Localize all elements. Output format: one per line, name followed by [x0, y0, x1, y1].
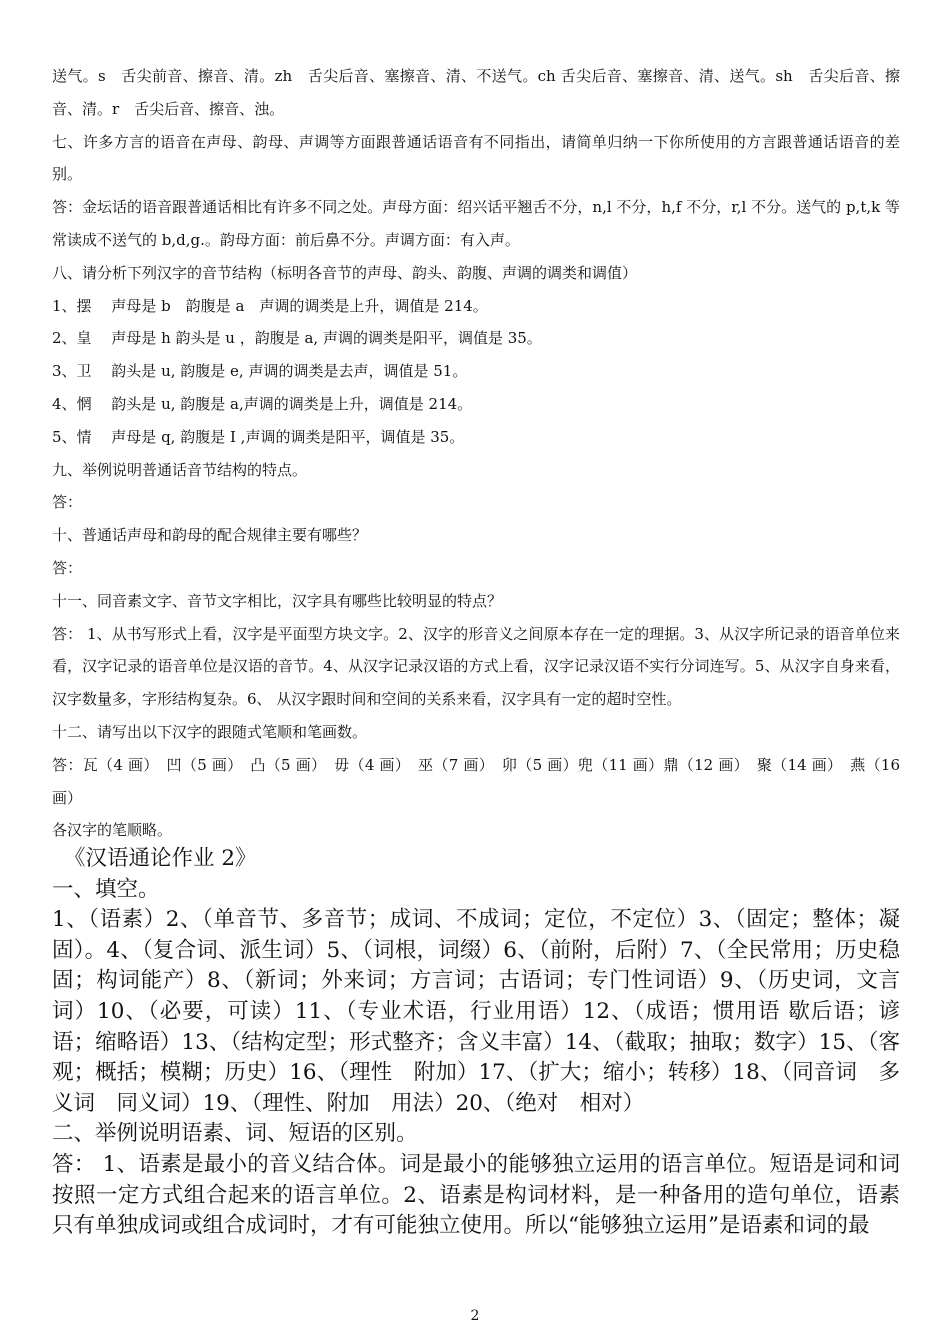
- answer-12: 答：瓦（4 画） 凹（5 画） 凸（5 画） 毋（4 画） 巫（7 画） 卯（5 画）兜（11 画）鼎（12 画） 聚（14 画） 燕（16 画）: [52, 755, 900, 807]
- answer-8-item-3: 3、卫 韵头是 u, 韵腹是 e, 声调的调类是去声，调值是 51。: [52, 362, 468, 381]
- answer-9: 答：: [52, 493, 83, 512]
- answer-consonants-continued: 送气。s 舌尖前音、擦音、清。zh 舌尖后音、塞擦音、清、不送气。ch 舌尖后音、塞擦音、清、送气。sh 舌尖后音、擦音、清。r 舌尖后音、擦音、浊。: [52, 67, 900, 118]
- assignment-title: 《汉语通论作业 2》: [64, 846, 257, 871]
- answer-question-2: 答： 1、语素是最小的音义结合体。词是最小的能够独立运用的语言单位。短语是词和词按照一定方式组合起来的语言单位。2、语素是构词材料，是一种备用的造句单位，语素只有单独成词或组合成词时，才有可能独立使用。所以“能够独立运用”是语素和词的最: [52, 1151, 900, 1239]
- answer-10: 答：: [52, 558, 83, 577]
- page-number: 2: [470, 1308, 480, 1324]
- question-8: 八、请分析下列汉字的音节结构（标明各音节的声母、韵头、韵腹、声调的调类和调值）: [52, 263, 638, 282]
- question-12: 十二、请写出以下汉字的跟随式笔顺和笔画数。: [52, 722, 368, 741]
- answer-8-item-2: 2、皇 声母是 h 韵头是 u ，韵腹是 a, 声调的调类是阳平，调值是 35。: [52, 329, 542, 348]
- homework-section-1: [52, 60, 900, 847]
- question-9: 九、举例说明普通话音节结构的特点。: [52, 460, 308, 479]
- section-heading-fill-in: 一、填空。: [52, 876, 160, 902]
- answer-11: 答： 1、从书写形式上看，汉字是平面型方块文字。2、汉字的形音义之间原本存在一定的理据。3、从汉字所记录的语音单位来看，汉字记录的语音单位是汉语的音节。4、从汉字记录汉语的方式上看，汉字记录汉语不实行分词连写。5、从汉字自身来看，汉字数量多，字形结构复杂。6、 从汉字跟时间和空间的关系来看，汉字具有一定的超时空性。: [52, 624, 900, 709]
- fill-in-answers: 1、（语素）2、（单音节、多音节；成词、不成词；定位，不定位）3、（固定；整体；凝固）。4、（复合词、派生词）5、（词根，词缀）6、（前附，后附）7、（全民常用；历史稳固；构词能产）8、（新词；外来词；方言词；古语词；专门性词语）9、（历史词，文言词）10、（必要，可读）11、（专业术语，行业用语）12、（成语；惯用语 歇后语；谚语；缩略语）13、（结构定型；形式整齐；含义丰富）14、（截取；抽取；数字）15、（客观；概括；模糊；历史）16、（理性 附加）17、（扩大；缩小；转移）18、（同音词 多义词 同义词）19、（理性、附加 用法）20、（绝对 相对）: [52, 907, 900, 1116]
- homework-section-2: [52, 844, 900, 1242]
- question-11: 十一、同音素文字、音节文字相比，汉字具有哪些比较明显的特点？: [52, 591, 503, 610]
- question-7: 七、许多方言的语音在声母、韵母、声调等方面跟普通话语音有不同指出，请简单归纳一下你所使用的方言跟普通话语音的差别。: [52, 132, 900, 184]
- answer-7: 答：金坛话的语音跟普通话相比有许多不同之处。声母方面：绍兴话平翘舌不分，n,l 不分，h,f 不分，r,l 不分。送气的 p,t,k 等常读成不送气的 b,d,g.。韵母方面：前后鼻不分。声调方面：有入声。: [52, 198, 900, 249]
- answer-8-item-5: 5、情 声母是 q, 韵腹是 I ,声调的调类是阳平，调值是 35。: [52, 427, 465, 446]
- answer-12-note: 各汉字的笔顺略。: [52, 821, 173, 840]
- answer-8-item-1: 1、摆 声母是 b 韵腹是 a 声调的调类是上升，调值是 214。: [52, 296, 488, 315]
- answer-8-item-4: 4、惘 韵头是 u, 韵腹是 a,声调的调类是上升，调值是 214。: [52, 394, 473, 413]
- section-heading-question-2: 二、举例说明语素、词、短语的区别。: [52, 1121, 418, 1147]
- question-10: 十、普通话声母和韵母的配合规律主要有哪些？: [52, 526, 368, 545]
